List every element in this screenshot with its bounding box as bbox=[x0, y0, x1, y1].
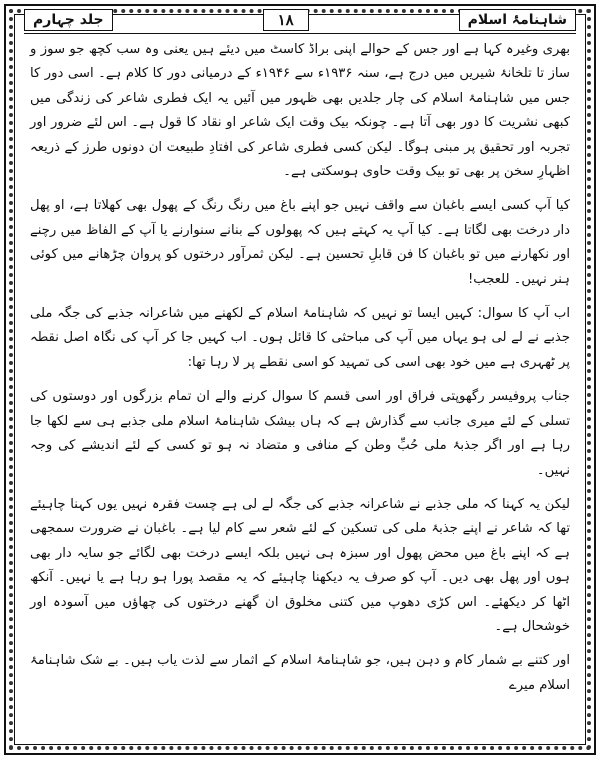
paragraph-2: کیا آپ کسی ایسے باغبان سے واقف نہیں جو اپنے باغ میں رنگ رنگ کے پھول بھی کھلاتا ہے، او پھل دار درخت بھی لگاتا ہے۔ کیا آپ یہ کہتے ہیں کہ پھولوں کے بنانے سنوارنے یا آپ کے الفاظ میں رچنے اور نکھارنے میں تو باغبان کا فن قابلِ تحسین ہے۔ لیکن ثمرآور درختوں کو پروان چڑھانے میں کوئی ہنر نہیں۔ للعجب! bbox=[30, 198, 570, 287]
header-rule bbox=[24, 33, 576, 34]
header-volume-label: جلد چہارم bbox=[24, 9, 113, 31]
paragraph-6: اور کتنے بے شمار کام و دہن ہیں، جو شاہنامۂ اسلام کے اثمار سے لذت یاب ہیں۔ بے شک شاہنامۂ اسلام میرے bbox=[30, 653, 570, 693]
paragraph-1: بھری وغیرہ کہا ہے اور جس کے حوالے اپنی براڈ کاسٹ میں دیئے ہیں یعنی وہ سب کچھ جو سوز و ساز تا تلخانۂ شیریں میں درج ہے، سنہ ۱۹۳۶ء سے ۱۹۴۶ء کے درمیانی دور کا کلام ہے۔ اسی دور کا جس میں شاہنامۂ اسلام کی چار جلدیں بھی ظہور میں آئیں یہ ایک فطری شاعر کی زندگی میں کبھی نشریت کا دور بھی آتا ہے۔ چونکہ بیک وقت ایک شاعر او نقاد کا قول ہے۔ اس لئے ضرور اور تجربہ اور تحقیق پر مبنی ہوگا۔ لیکن کسی فطری شاعر کی افتادِ طبیعت ان دونوں طرز کے ذریعہ اظہارِ سخن پر بھی تو بیک وقت حاوی ہوسکتی ہے۔ bbox=[30, 42, 570, 180]
paragraph-5: لیکن یہ کہنا کہ ملی جذبے نے شاعرانہ جذبے کی جگہ لے لی ہے چست فقرہ نہیں یوں کہنا چاہیئے تھا کہ شاعر نے اپنے جذبۂ ملی کی تسکین کے لئے شعر سے کام لیا ہے۔ باغبان نے ضرورت سمجھی ہے کہ اپنے باغ میں محض پھول اور سبزہ ہی نہیں بلکہ ایسے درخت بھی لگائے جو سایہ دار بھی ہوں اور پھل بھی دیں۔ آپ کو صرف یہ دیکھنا چاہیئے کہ یہ مقصد پورا ہو رہا ہے یا نہیں۔ آنکھ اٹھا کر دیکھئے۔ اس کڑی دھوپ میں کتنی مخلوق ان گھنے درختوں کی چھاؤں میں آسودہ اور خوشحال ہے۔ bbox=[30, 496, 570, 634]
page-body bbox=[30, 38, 570, 737]
paragraph-4: جناب پروفیسر رگھوپتی فراق اور اسی قسم کا سوال کرنے والے ان تمام بزرگوں اور دوستوں کی تسلی کے لئے میری جانب سے گذارش ہے کہ ہاں بیشک شاہنامۂ اسلام ملی جذبے ہی سے لکھا جا رہا ہے اور اگر جذبۂ ملی حُبِّ وطن کے منافی و متضاد نہ ہو تو کسی کے لئے اندیشے کی وجہ نہیں۔ bbox=[30, 389, 570, 478]
paragraph-3: اب آپ کا سوال: کہیں ایسا تو نہیں کہ شاہنامۂ اسلام کے لکھنے میں شاعرانہ جذبے کی جگہ ملی جذبے نے لے لی ہو یہاں میں آپ کی مباحثی کا قائل ہوں۔ اب کہیں جا کر آپ کی نگاہ اصل نقطہ پر ٹھہری ہے میں خود بھی اسی کی تمہید کو اسی نقطے پر لا رہا تھا: bbox=[30, 306, 570, 370]
header-book-title: شاہنامۂ اسلام bbox=[459, 9, 576, 31]
page-header bbox=[24, 8, 576, 32]
page-number: ۱۸ bbox=[263, 9, 309, 31]
